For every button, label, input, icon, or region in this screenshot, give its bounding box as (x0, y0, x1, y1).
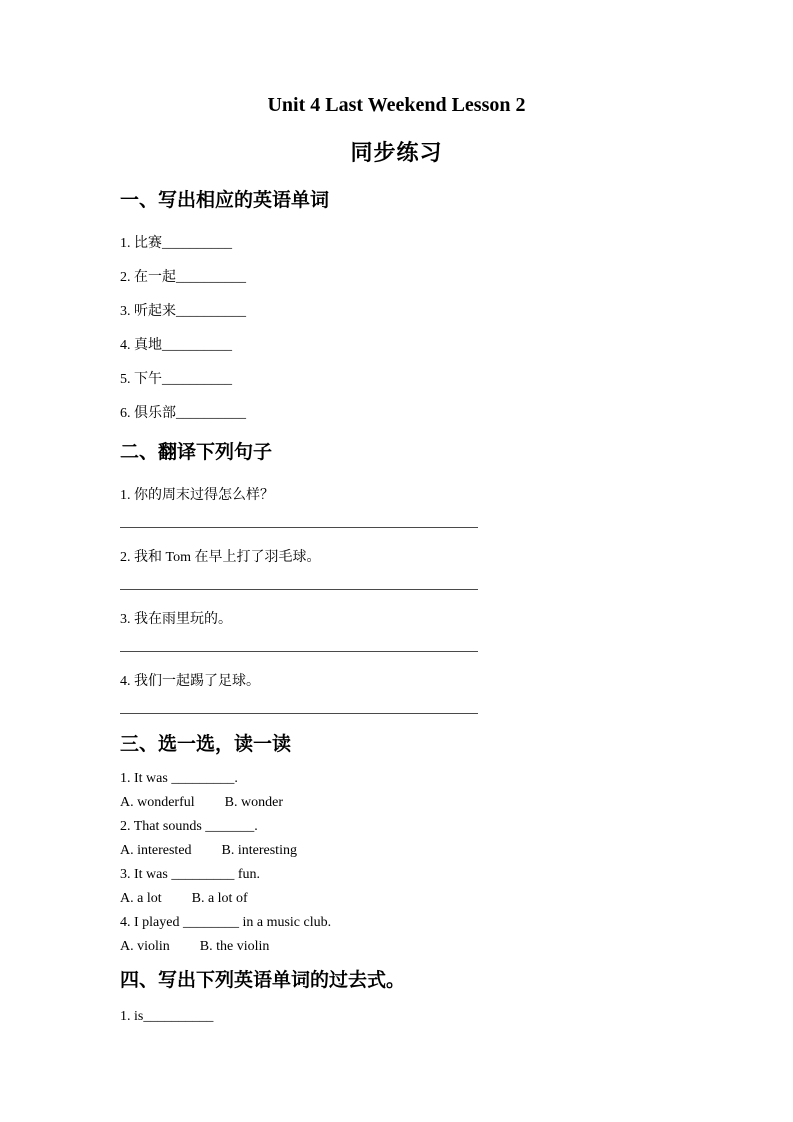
choice-question-3: 3. It was _________ fun. (120, 867, 260, 882)
answer-line (120, 589, 478, 590)
page-subtitle: 同步练习 (350, 140, 443, 165)
choice-options-3 (120, 890, 480, 908)
word-item-1: 1. 比赛__________ (120, 236, 232, 251)
option-b: B. wonder (224, 795, 283, 810)
section-write-english-words (120, 188, 480, 423)
answer-line (120, 713, 478, 714)
translate-item-2: 2. 我和 Tom 在早上打了羽毛球。 (120, 550, 321, 565)
option-b: B. interesting (221, 843, 297, 858)
section-translate-sentences (120, 440, 480, 714)
word-item-3: 3. 听起来__________ (120, 304, 246, 319)
option-b: B. the violin (199, 939, 270, 954)
option-a: A. interested (120, 843, 192, 858)
section-4-heading: 四、写出下列英语单词的过去式。 (120, 970, 406, 991)
past-tense-item-1: 1. is__________ (120, 1009, 214, 1024)
translate-item-3: 3. 我在雨里玩的。 (120, 612, 232, 627)
choice-options-4 (120, 938, 480, 956)
translate-item-1: 1. 你的周末过得怎么样？ (120, 488, 274, 503)
choice-options-2 (120, 842, 480, 860)
option-a: A. violin (120, 939, 170, 954)
section-1-heading: 一、写出相应的英语单词 (120, 190, 330, 211)
word-item-5: 5. 下午__________ (120, 372, 232, 387)
page-title: Unit 4 Last Weekend Lesson 2 (267, 94, 526, 116)
choice-question-4: 4. I played ________ in a music club. (120, 915, 332, 930)
option-b: B. a lot of (191, 891, 248, 906)
section-past-tense (120, 968, 480, 1026)
worksheet-content (120, 188, 480, 1026)
translate-item-4: 4. 我们一起踢了足球。 (120, 674, 260, 689)
choice-question-2: 2. That sounds _______. (120, 819, 258, 834)
answer-line (120, 651, 478, 652)
section-multiple-choice (120, 732, 480, 956)
word-item-2: 2. 在一起__________ (120, 270, 246, 285)
section-3-heading: 三、选一选，读一读 (120, 734, 292, 755)
choice-question-1: 1. It was _________. (120, 771, 238, 786)
option-a: A. a lot (120, 891, 162, 906)
section-2-heading: 二、翻译下列句子 (120, 442, 273, 463)
option-a: A. wonderful (120, 795, 195, 810)
word-item-6: 6. 俱乐部__________ (120, 406, 246, 421)
choice-options-1 (120, 794, 480, 812)
answer-line (120, 527, 478, 528)
word-item-4: 4. 真地__________ (120, 338, 232, 353)
